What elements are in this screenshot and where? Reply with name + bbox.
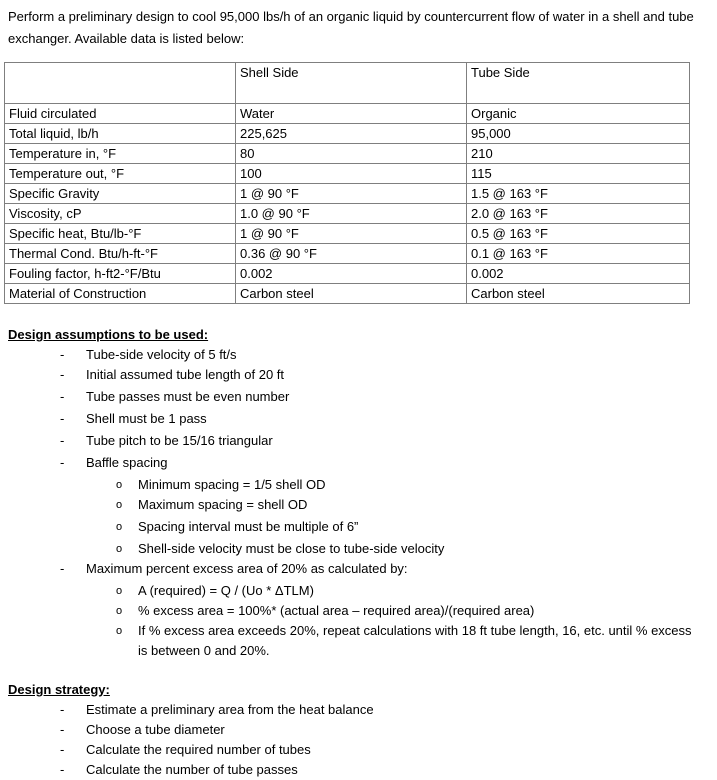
property-cell: Temperature out, °F bbox=[5, 164, 236, 184]
dash-marker: - bbox=[60, 742, 65, 757]
list-item-text: Baffle spacing bbox=[86, 455, 168, 470]
property-cell: Fluid circulated bbox=[5, 104, 236, 124]
list-item bbox=[8, 387, 698, 407]
property-cell: Viscosity, cP bbox=[5, 204, 236, 224]
list-item-text: Maximum percent excess area of 20% as calculated by: bbox=[86, 561, 408, 576]
bullet-marker: o bbox=[116, 585, 123, 597]
shell-side-cell: 100 bbox=[236, 164, 467, 184]
table-row bbox=[5, 264, 690, 284]
header-cell-tube-side: Tube Side bbox=[467, 63, 690, 104]
list-item-text: Calculate the number of tube passes bbox=[86, 762, 298, 777]
dash-marker: - bbox=[60, 433, 65, 448]
sub-list-item bbox=[86, 495, 698, 515]
sub-item-text: Minimum spacing = 1/5 shell OD bbox=[138, 477, 326, 492]
table-header-row bbox=[5, 63, 690, 104]
list-item bbox=[8, 760, 374, 780]
sub-item-text: % excess area = 100%* (actual area – required area)/(required area) bbox=[138, 603, 535, 618]
baffle-spacing-sublist bbox=[86, 475, 698, 559]
dash-marker: - bbox=[60, 455, 65, 470]
list-item bbox=[8, 431, 698, 451]
dash-marker: - bbox=[60, 411, 65, 426]
dash-marker: - bbox=[60, 702, 65, 717]
tube-side-cell: 115 bbox=[467, 164, 690, 184]
design-strategy-heading: Design strategy: bbox=[8, 682, 110, 697]
table-row bbox=[5, 244, 690, 264]
shell-side-cell: 0.36 @ 90 °F bbox=[236, 244, 467, 264]
table-row bbox=[5, 164, 690, 184]
list-item-text: Calculate the required number of tubes bbox=[86, 742, 311, 757]
bullet-marker: o bbox=[116, 625, 123, 637]
list-item-text: Choose a tube diameter bbox=[86, 722, 225, 737]
tube-side-cell: 95,000 bbox=[467, 124, 690, 144]
tube-side-cell: 0.5 @ 163 °F bbox=[467, 224, 690, 244]
sub-list-item bbox=[86, 621, 698, 661]
property-cell: Thermal Cond. Btu/h-ft-°F bbox=[5, 244, 236, 264]
sub-item-text: A (required) = Q / (Uo * ΔTLM) bbox=[138, 583, 314, 598]
assumptions-list bbox=[8, 345, 698, 661]
shell-side-cell: 80 bbox=[236, 144, 467, 164]
table-row bbox=[5, 284, 690, 304]
shell-side-cell: 225,625 bbox=[236, 124, 467, 144]
shell-side-cell: Water bbox=[236, 104, 467, 124]
table-row bbox=[5, 184, 690, 204]
shell-side-cell: 1 @ 90 °F bbox=[236, 184, 467, 204]
tube-side-cell: 210 bbox=[467, 144, 690, 164]
header-cell-property bbox=[5, 63, 236, 104]
list-item-text: Shell must be 1 pass bbox=[86, 411, 207, 426]
list-item-text: Tube pitch to be 15/16 triangular bbox=[86, 433, 273, 448]
design-assumptions-section bbox=[8, 325, 698, 661]
list-item bbox=[8, 559, 698, 661]
property-cell: Total liquid, lb/h bbox=[5, 124, 236, 144]
table-row bbox=[5, 124, 690, 144]
bullet-marker: o bbox=[116, 543, 123, 555]
tube-side-cell: Carbon steel bbox=[467, 284, 690, 304]
bullet-marker: o bbox=[116, 605, 123, 617]
dash-marker: - bbox=[60, 722, 65, 737]
data-table bbox=[4, 62, 690, 304]
shell-side-cell: 1.0 @ 90 °F bbox=[236, 204, 467, 224]
sub-item-text: If % excess area exceeds 20%, repeat calculations with 18 ft tube length, 16, etc. until % excess is between 0 and 20%. bbox=[138, 623, 692, 658]
tube-side-cell: 0.1 @ 163 °F bbox=[467, 244, 690, 264]
property-cell: Temperature in, °F bbox=[5, 144, 236, 164]
dash-marker: - bbox=[60, 389, 65, 404]
sub-item-text: Maximum spacing = shell OD bbox=[138, 497, 308, 512]
problem-statement: Perform a preliminary design to cool 95,000 lbs/h of an organic liquid by countercurrent flow of water in a shell and tube exchanger. Available data is listed below: bbox=[8, 9, 694, 46]
list-item bbox=[8, 453, 698, 559]
excess-area-sublist bbox=[86, 581, 698, 661]
shell-side-cell: 1 @ 90 °F bbox=[236, 224, 467, 244]
shell-side-cell: Carbon steel bbox=[236, 284, 467, 304]
dash-marker: - bbox=[60, 367, 65, 382]
sub-item-text: Shell-side velocity must be close to tube-side velocity bbox=[138, 541, 445, 556]
property-cell: Material of Construction bbox=[5, 284, 236, 304]
tube-side-cell: Organic bbox=[467, 104, 690, 124]
tube-side-cell: 0.002 bbox=[467, 264, 690, 284]
sub-item-text: Spacing interval must be multiple of 6” bbox=[138, 519, 359, 534]
bullet-marker: o bbox=[116, 499, 123, 511]
bullet-marker: o bbox=[116, 521, 123, 533]
sub-list-item bbox=[86, 475, 698, 495]
table-row bbox=[5, 224, 690, 244]
bullet-marker: o bbox=[116, 479, 123, 491]
property-cell: Fouling factor, h-ft2-°F/Btu bbox=[5, 264, 236, 284]
list-item-text: Initial assumed tube length of 20 ft bbox=[86, 367, 285, 382]
table-row bbox=[5, 104, 690, 124]
sub-list-item bbox=[86, 581, 698, 601]
table-row bbox=[5, 204, 690, 224]
design-assumptions-heading: Design assumptions to be used: bbox=[8, 327, 209, 342]
table-row bbox=[5, 144, 690, 164]
list-item bbox=[8, 365, 698, 385]
tube-side-cell: 2.0 @ 163 °F bbox=[467, 204, 690, 224]
design-strategy-section bbox=[8, 680, 374, 780]
list-item-text: Tube passes must be even number bbox=[86, 389, 290, 404]
list-item bbox=[8, 720, 374, 740]
dash-marker: - bbox=[60, 762, 65, 777]
strategy-list bbox=[8, 700, 374, 780]
dash-marker: - bbox=[60, 347, 65, 362]
list-item-text: Tube-side velocity of 5 ft/s bbox=[86, 347, 237, 362]
list-item bbox=[8, 409, 698, 429]
list-item-text: Estimate a preliminary area from the heat balance bbox=[86, 702, 374, 717]
list-item bbox=[8, 345, 698, 365]
property-cell: Specific Gravity bbox=[5, 184, 236, 204]
tube-side-cell: 1.5 @ 163 °F bbox=[467, 184, 690, 204]
sub-list-item bbox=[86, 539, 698, 559]
shell-side-cell: 0.002 bbox=[236, 264, 467, 284]
dash-marker: - bbox=[60, 561, 65, 576]
header-cell-shell-side: Shell Side bbox=[236, 63, 467, 104]
list-item bbox=[8, 740, 374, 760]
sub-list-item bbox=[86, 601, 698, 621]
sub-list-item bbox=[86, 517, 698, 537]
property-cell: Specific heat, Btu/lb-°F bbox=[5, 224, 236, 244]
list-item bbox=[8, 700, 374, 720]
